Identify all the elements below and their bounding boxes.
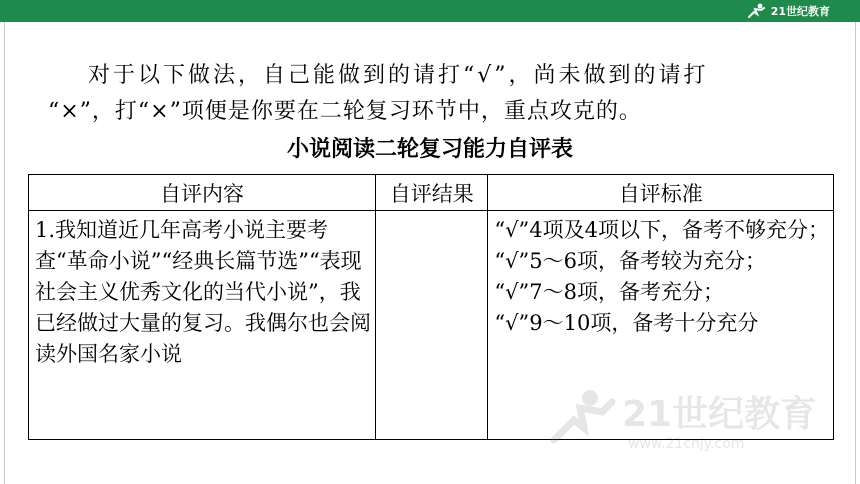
logo-text: 21世纪教育 <box>770 5 830 18</box>
header-result: 自评结果 <box>376 175 488 211</box>
header-content: 自评内容 <box>29 175 376 211</box>
header-standard: 自评标准 <box>488 175 834 211</box>
intro-paragraph <box>48 58 848 130</box>
header-bar <box>0 0 860 22</box>
cell-standard <box>488 211 834 440</box>
standard-line: “√”5～6项，备考较为充分； <box>494 249 766 273</box>
self-evaluation-table <box>28 174 834 440</box>
standard-line: “√”9～10项，备考十分充分 <box>494 311 759 335</box>
table-title: 小说阅读二轮复习能力自评表 <box>286 137 573 162</box>
runner-icon <box>745 3 767 19</box>
table-header-row <box>29 175 834 211</box>
watermark-text: 21世纪教育 <box>622 394 817 435</box>
slide-border-left <box>4 22 5 484</box>
slide-border-right <box>855 22 856 484</box>
cell-content: 1.我知道近几年高考小说主要考查“革命小说”“经典长篇节选”“表现社会主义优秀文化的当代小说”，我已经做过大量的复习。我偶尔也会阅读外国名家小说 <box>29 211 376 440</box>
brand-logo <box>745 2 830 20</box>
watermark-url: www.21cnjy.com <box>628 436 745 452</box>
intro-line-2: “×”，打“×”项便是你要在二轮复习环节中，重点攻克的。 <box>48 99 642 124</box>
standard-line: “√”4项及4项以下，备考不够充分； <box>494 218 829 242</box>
intro-line-1: 对于以下做法，自己能做到的请打“√”，尚未做到的请打 <box>88 63 709 88</box>
cell-result[interactable] <box>376 211 488 440</box>
standard-line: “√”7～8项，备考充分； <box>494 280 724 304</box>
table-row <box>29 211 834 440</box>
